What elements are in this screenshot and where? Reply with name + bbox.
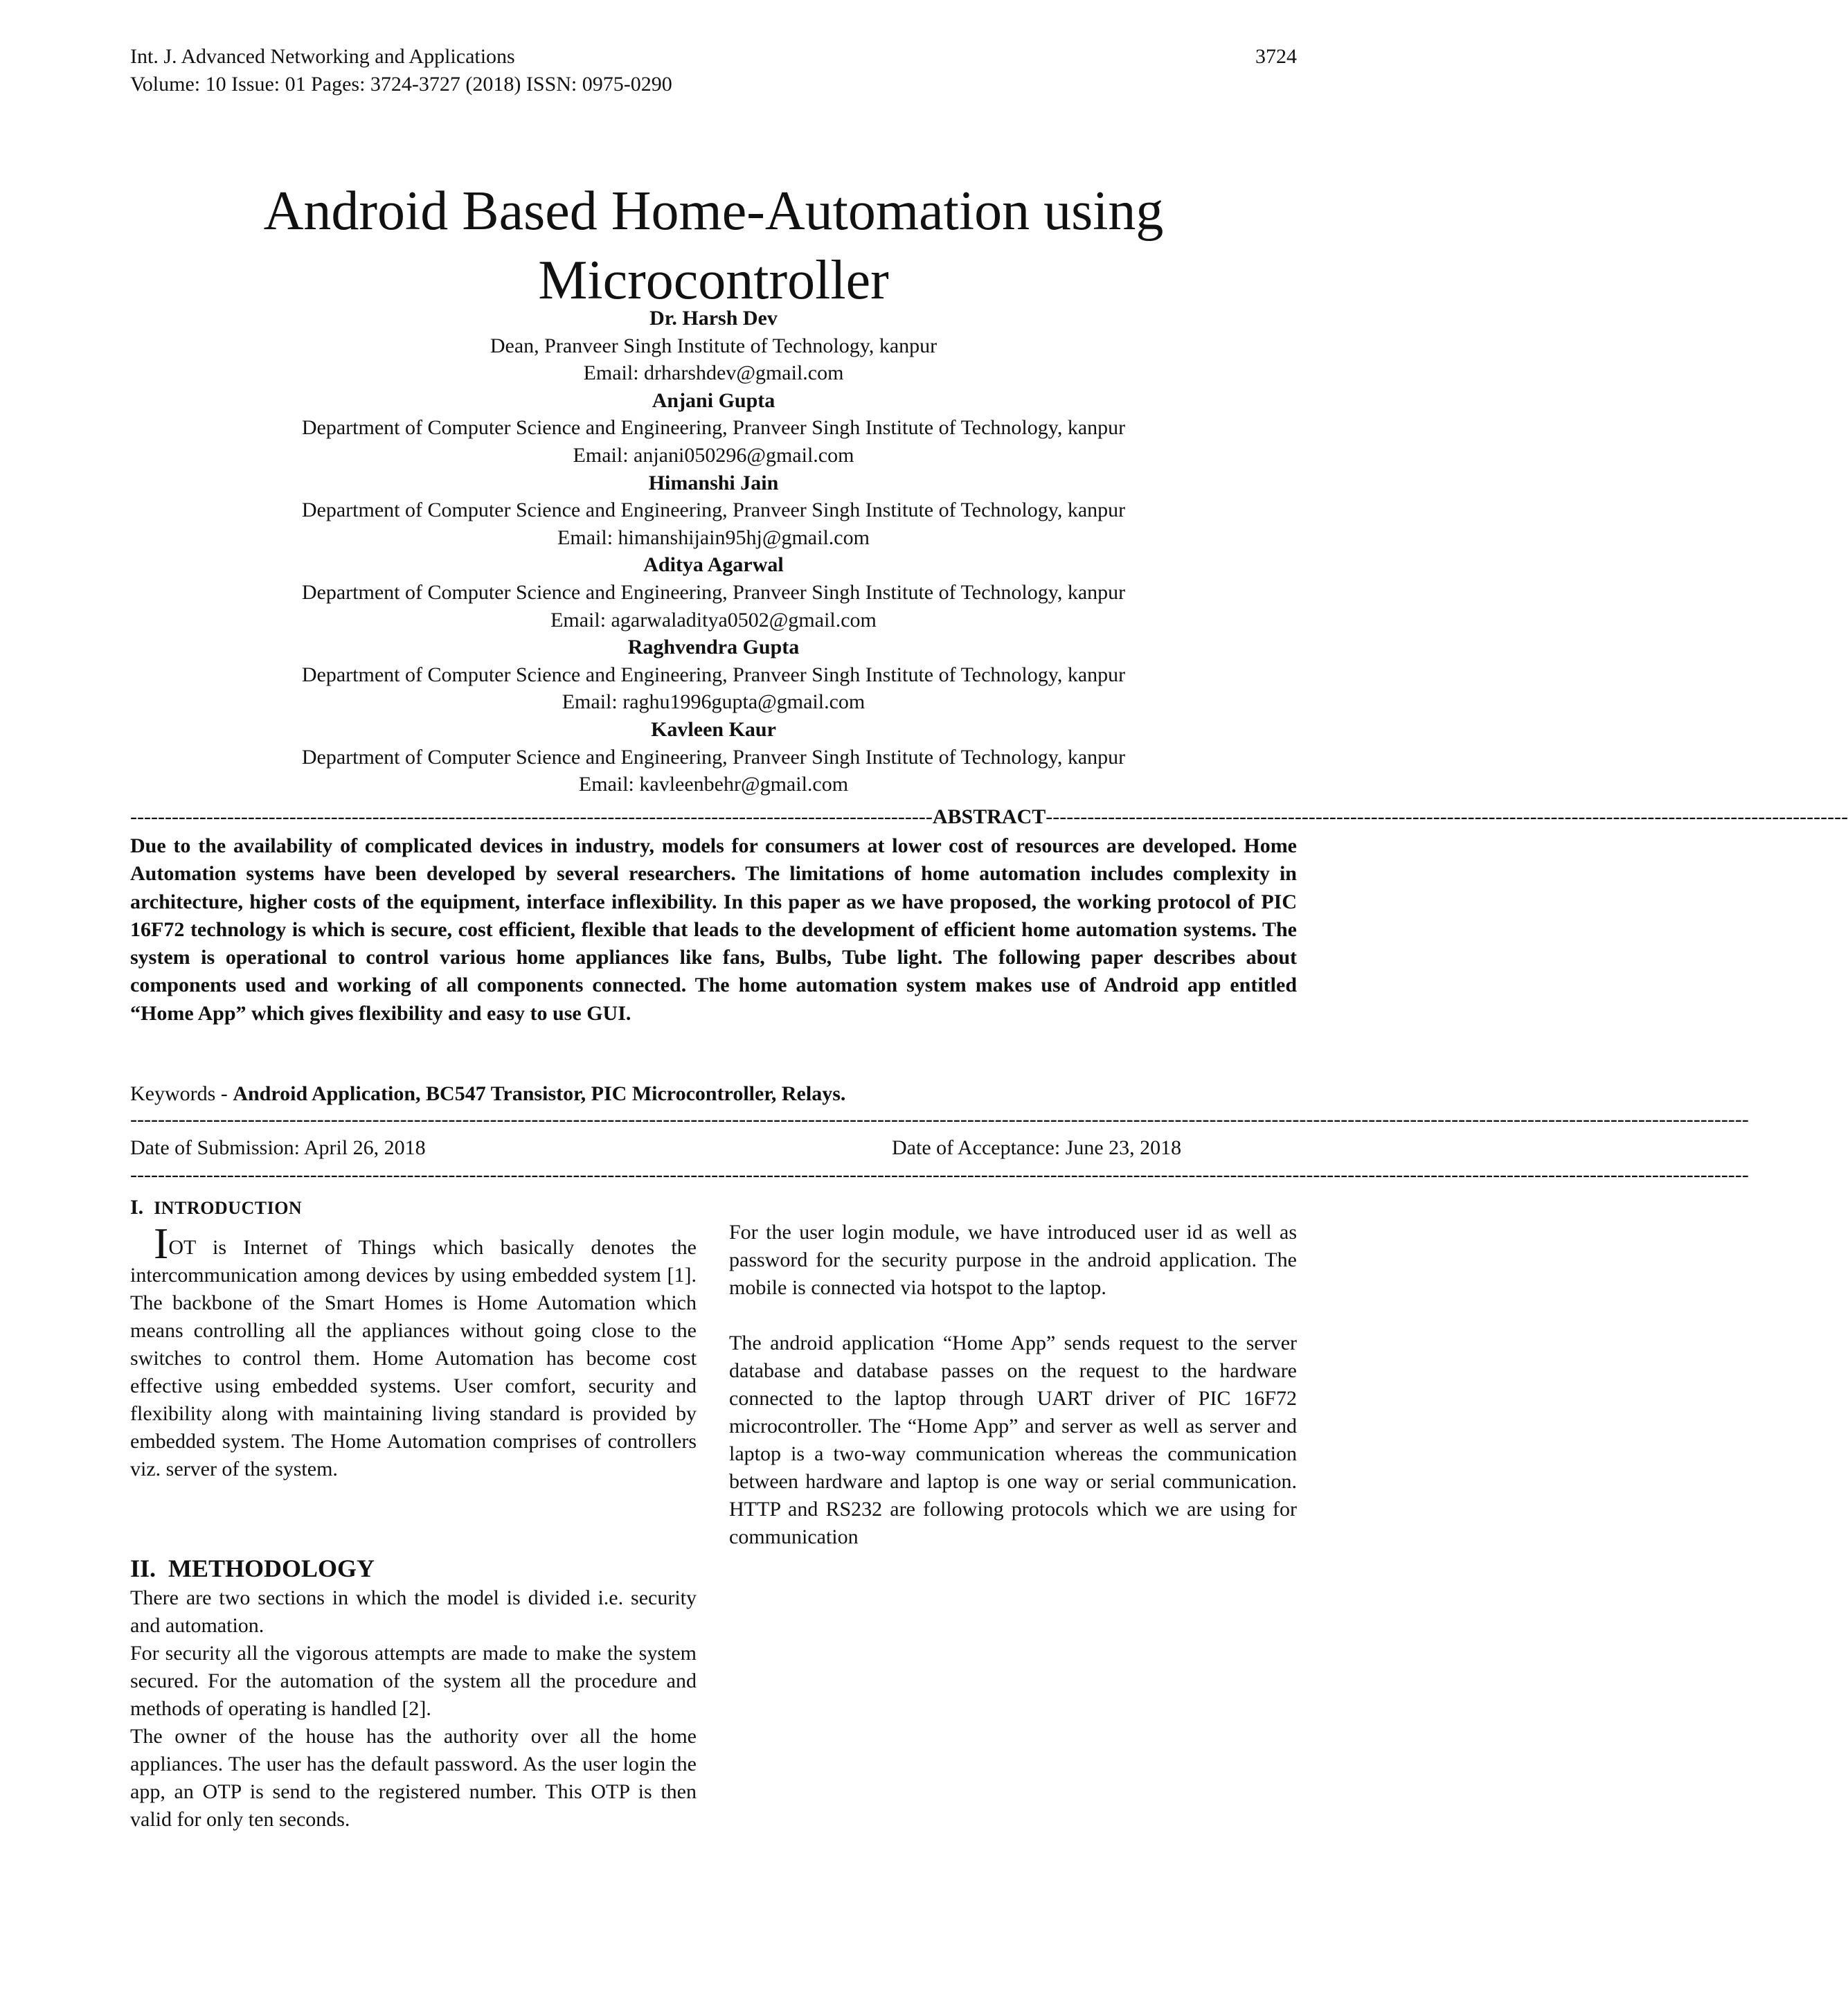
paper-title bbox=[130, 177, 1297, 315]
author-affiliation: Department of Computer Science and Engineering, Pranveer Singh Institute of Technology, kanpur bbox=[301, 416, 1126, 440]
keywords-label: Keywords - bbox=[130, 1082, 233, 1105]
keywords bbox=[130, 1080, 1297, 1108]
author-name: Dr. Harsh Dev bbox=[649, 307, 778, 330]
author-name: Himanshi Jain bbox=[648, 471, 779, 494]
author-block bbox=[130, 634, 1297, 716]
intro-text: OT is Internet of Things which basically denotes the intercommunication among devices by using embedded system [1]. The backbone of the Smart Homes is Home Automation which means controlling all the appliances without going close to the switches to control them. Home Automation has become cost effective using embedded systems. User comfort, security and flexibility along with maintaining living standard is provided by embedded system. The Home Automation comprises of controllers viz. server of the system. bbox=[130, 1236, 697, 1480]
abstract-label: ABSTRACT bbox=[932, 805, 1046, 828]
login-paragraph: For the user login module, we have introduced user id as well as password for the security purpose in the android application. The mobile is connected via hotspot to the laptop. bbox=[729, 1221, 1297, 1299]
author-email: Email: drharshdev@gmail.com bbox=[583, 361, 844, 385]
author-email: Email: raghu1996gupta@gmail.com bbox=[562, 690, 865, 714]
drop-cap: I bbox=[154, 1219, 169, 1268]
section-title: METHODOLOGY bbox=[168, 1555, 375, 1582]
author-affiliation: Department of Computer Science and Engineering, Pranveer Singh Institute of Technology, kanpur bbox=[301, 745, 1126, 769]
section-number: I. bbox=[130, 1196, 144, 1219]
author-affiliation: Department of Computer Science and Engineering, Pranveer Singh Institute of Technology, kanpur bbox=[301, 499, 1126, 522]
author-email: Email: anjani050296@gmail.com bbox=[573, 443, 854, 467]
author-block bbox=[130, 305, 1297, 387]
author-email: Email: himanshijain95hj@gmail.com bbox=[557, 526, 870, 549]
communication-paragraph: The android application “Home App” sends request to the server database and database passes on the request to the hardware connected to the laptop through UART driver of PIC 16F72 microcontroller. The “Home App” and server as well as server and laptop is a two-way communication whereas the communication between hardware and laptop is one way or serial communication. HTTP and RS232 are following protocols which we are using for communication bbox=[729, 1332, 1297, 1548]
methodology-paragraph: The owner of the house has the authority over all the home appliances. The user has the default password. As the user login the app, an OTP is send to the registered number. This OTP is then valid for only ten seconds. bbox=[130, 1725, 697, 1831]
author-affiliation: Department of Computer Science and Engineering, Pranveer Singh Institute of Technology, kanpur bbox=[301, 580, 1126, 604]
divider-line: ------------------------------------------------------------------------------------------------------------------------------------------------------------------------------------------------------------------------------------------ bbox=[130, 1163, 1749, 1186]
abstract-separator bbox=[130, 803, 1848, 831]
title-line-2: Microcontroller bbox=[538, 250, 889, 311]
section-heading-intro bbox=[130, 1194, 302, 1222]
author-name: Aditya Agarwal bbox=[643, 553, 784, 577]
volume-info: Volume: 10 Issue: 01 Pages: 3724-3727 (2018) ISSN: 0975-0290 bbox=[130, 73, 672, 96]
methodology-text bbox=[130, 1584, 697, 1834]
author-list bbox=[130, 305, 1297, 798]
author-email: Email: agarwaladitya0502@gmail.com bbox=[550, 608, 877, 632]
divider-line: ------------------------------------------------------------------------------------------------------------------------------------------------------------------------------------------------------------------------------------------ bbox=[130, 1108, 1749, 1131]
author-name: Raghvendra Gupta bbox=[627, 636, 800, 659]
dash-line-right: -------------------------------------------------------------------------------------------------------------------- bbox=[1046, 805, 1848, 828]
author-affiliation: Dean, Pranveer Singh Institute of Technology, kanpur bbox=[490, 334, 938, 357]
section-title: INTRODUCTION bbox=[154, 1198, 303, 1218]
dates-row bbox=[130, 1134, 1297, 1162]
section-heading-methodology bbox=[130, 1553, 375, 1584]
author-block bbox=[130, 716, 1297, 798]
running-header-left bbox=[130, 43, 672, 98]
keywords-value: Android Application, BC547 Transistor, PIC Microcontroller, Relays. bbox=[233, 1082, 846, 1105]
paragraph-gap bbox=[729, 1302, 1297, 1329]
author-name: Anjani Gupta bbox=[652, 388, 775, 412]
author-block bbox=[130, 469, 1297, 552]
author-block bbox=[130, 387, 1297, 469]
journal-name: Int. J. Advanced Networking and Applications bbox=[130, 45, 515, 68]
section-number: II. bbox=[130, 1555, 156, 1582]
abstract-text: Due to the availability of complicated devices in industry, models for consumers at lower cost of resources are developed. Home Automation systems have been developed by several researchers. The limitations of home automation includes complexity in architecture, higher costs of the equipment, interface inflexibility. In this paper as we have proposed, the working protocol of PIC 16F72 technology is which is secure, cost efficient, flexible that leads to the development of efficient home automation systems. The system is operational to control various home appliances like fans, Bulbs, Tube light. The following paper describes about components used and working of all components connected. The home automation system makes use of Android app entitled “Home App” which gives flexibility and easy to use GUI. bbox=[130, 834, 1297, 1025]
right-column bbox=[729, 1219, 1297, 1551]
methodology-paragraph: For security all the vigorous attempts are made to make the system secured. For the automation of the system all the procedure and methods of operating is handled [2]. bbox=[130, 1642, 697, 1720]
author-block bbox=[130, 551, 1297, 634]
author-affiliation: Department of Computer Science and Engineering, Pranveer Singh Institute of Technology, kanpur bbox=[301, 663, 1126, 686]
title-line-1: Android Based Home-Automation using bbox=[263, 181, 1164, 242]
submission-date: Date of Submission: April 26, 2018 bbox=[130, 1136, 426, 1159]
dash-line-left: -------------------------------------------------------------------------------------------------------------------- bbox=[130, 805, 933, 828]
author-email: Email: kavleenbehr@gmail.com bbox=[578, 773, 849, 796]
page-number: 3724 bbox=[1255, 45, 1297, 68]
intro-paragraph bbox=[130, 1219, 697, 1483]
author-name: Kavleen Kaur bbox=[651, 717, 776, 741]
methodology-paragraph: There are two sections in which the model is divided i.e. security and automation. bbox=[130, 1586, 697, 1637]
acceptance-date: Date of Acceptance: June 23, 2018 bbox=[892, 1136, 1182, 1159]
